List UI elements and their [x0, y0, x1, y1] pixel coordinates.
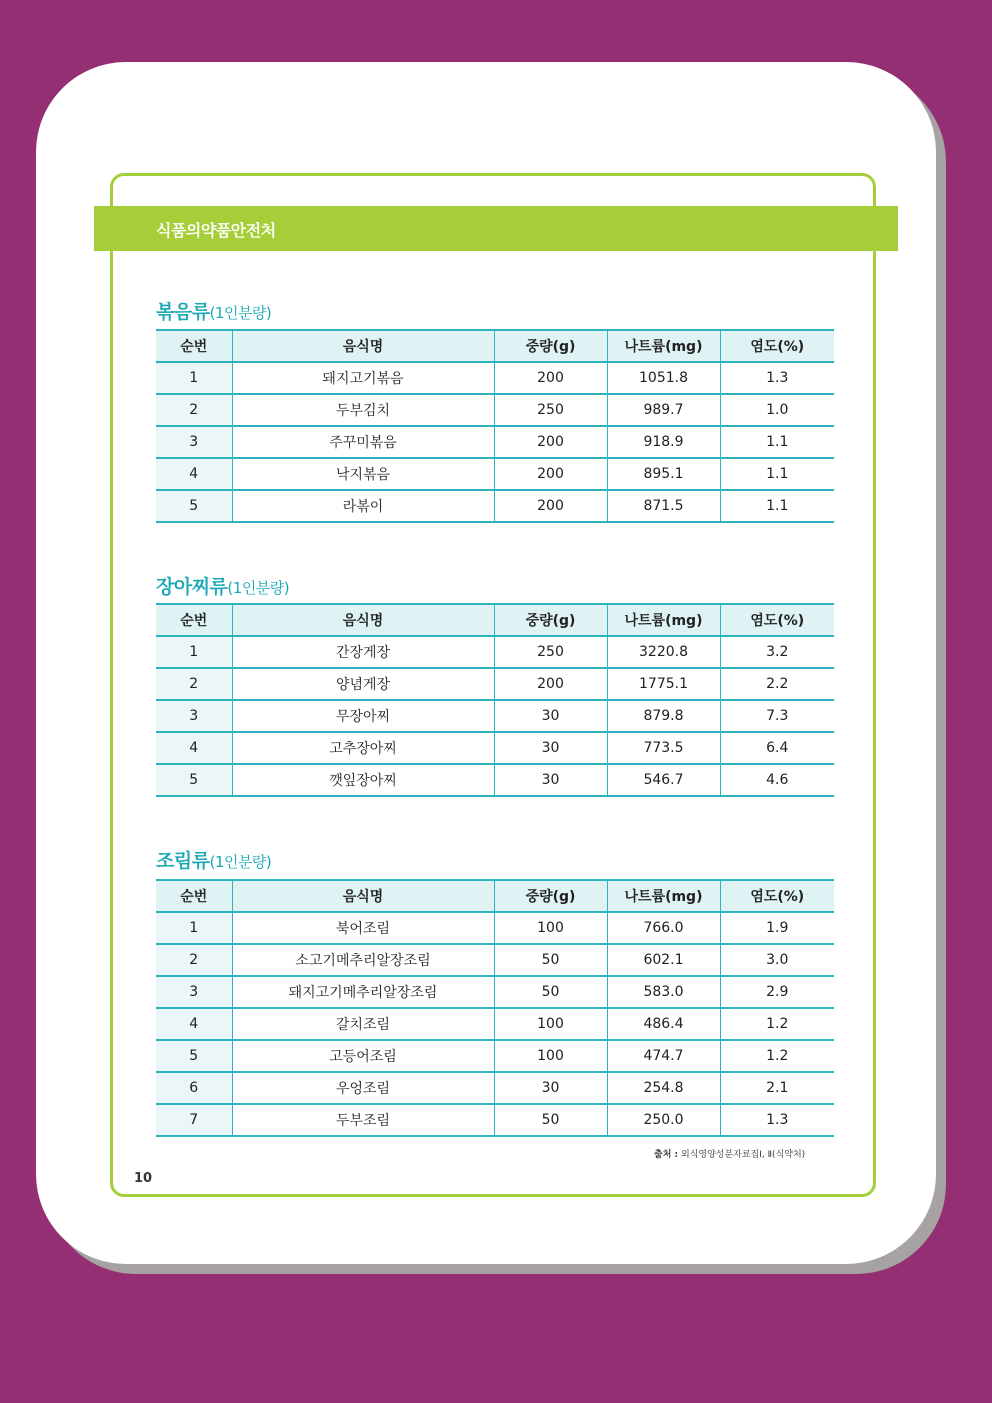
- cell-sodium: 773.5: [607, 732, 720, 764]
- col-header-rank: 순번: [156, 330, 232, 362]
- cell-rank: 5: [156, 1040, 232, 1072]
- cell-salinity: 1.3: [720, 362, 834, 394]
- source-citation: [654, 1147, 805, 1160]
- cell-salinity: 1.2: [720, 1040, 834, 1072]
- col-header-food: 음식명: [232, 604, 494, 636]
- table-header-row: [156, 880, 834, 912]
- table-row: [156, 976, 834, 1008]
- cell-salinity: 1.2: [720, 1008, 834, 1040]
- table-row: [156, 912, 834, 944]
- cell-rank: 2: [156, 668, 232, 700]
- cell-sodium: 1051.8: [607, 362, 720, 394]
- cell-sodium: 250.0: [607, 1104, 720, 1136]
- col-header-sodium: 나트륨(mg): [607, 880, 720, 912]
- cell-weight: 250: [494, 636, 607, 668]
- cell-weight: 50: [494, 944, 607, 976]
- table-row: [156, 1040, 834, 1072]
- col-header-sodium: 나트륨(mg): [607, 604, 720, 636]
- cell-rank: 3: [156, 976, 232, 1008]
- cell-weight: 50: [494, 976, 607, 1008]
- table-row: [156, 700, 834, 732]
- cell-rank: 1: [156, 636, 232, 668]
- col-header-salinity: 염도(%): [720, 880, 834, 912]
- cell-rank: 1: [156, 362, 232, 394]
- cell-weight: 30: [494, 1072, 607, 1104]
- col-header-food: 음식명: [232, 880, 494, 912]
- section-title-pickles: [156, 572, 289, 599]
- cell-food-name: 주꾸미볶음: [232, 426, 494, 458]
- agency-name: 식품의약품안전처: [156, 221, 276, 240]
- table-header-row: [156, 604, 834, 636]
- col-header-rank: 순번: [156, 880, 232, 912]
- col-header-food: 음식명: [232, 330, 494, 362]
- cell-sodium: 895.1: [607, 458, 720, 490]
- section-subtitle: (1인분량): [227, 579, 290, 597]
- cell-salinity: 1.1: [720, 426, 834, 458]
- table-row: [156, 1008, 834, 1040]
- cell-rank: 3: [156, 426, 232, 458]
- cell-rank: 1: [156, 912, 232, 944]
- table-row: [156, 764, 834, 796]
- cell-weight: 200: [494, 362, 607, 394]
- col-header-weight: 중량(g): [494, 604, 607, 636]
- table-row: [156, 732, 834, 764]
- cell-weight: 250: [494, 394, 607, 426]
- cell-weight: 30: [494, 700, 607, 732]
- source-label: 출처 :: [654, 1150, 679, 1160]
- cell-food-name: 간장게장: [232, 636, 494, 668]
- table-row: [156, 636, 834, 668]
- cell-food-name: 깻잎장아찌: [232, 764, 494, 796]
- cell-rank: 3: [156, 700, 232, 732]
- cell-rank: 7: [156, 1104, 232, 1136]
- cell-food-name: 두부김치: [232, 394, 494, 426]
- cell-sodium: 486.4: [607, 1008, 720, 1040]
- cell-sodium: 474.7: [607, 1040, 720, 1072]
- table-row: [156, 458, 834, 490]
- cell-food-name: 돼지고기볶음: [232, 362, 494, 394]
- cell-food-name: 갈치조림: [232, 1008, 494, 1040]
- cell-food-name: 고등어조림: [232, 1040, 494, 1072]
- cell-food-name: 라볶이: [232, 490, 494, 522]
- cell-salinity: 1.1: [720, 458, 834, 490]
- cell-salinity: 1.9: [720, 912, 834, 944]
- cell-sodium: 254.8: [607, 1072, 720, 1104]
- section-subtitle: (1인분량): [209, 853, 272, 871]
- section-subtitle: (1인분량): [209, 304, 272, 322]
- cell-food-name: 두부조림: [232, 1104, 494, 1136]
- col-header-weight: 중량(g): [494, 330, 607, 362]
- cell-sodium: 871.5: [607, 490, 720, 522]
- cell-sodium: 546.7: [607, 764, 720, 796]
- table-row: [156, 668, 834, 700]
- section-title-text: 장아찌류: [156, 576, 228, 598]
- cell-salinity: 1.1: [720, 490, 834, 522]
- cell-rank: 4: [156, 732, 232, 764]
- cell-sodium: 1775.1: [607, 668, 720, 700]
- cell-salinity: 2.1: [720, 1072, 834, 1104]
- cell-weight: 50: [494, 1104, 607, 1136]
- cell-weight: 200: [494, 426, 607, 458]
- cell-food-name: 고추장아찌: [232, 732, 494, 764]
- source-text: 외식영양성분자료집Ⅰ, Ⅱ(식약처): [681, 1150, 806, 1160]
- section-title-stir-fry: [156, 297, 271, 324]
- section-title-braised: [156, 846, 271, 873]
- cell-weight: 100: [494, 912, 607, 944]
- cell-sodium: 602.1: [607, 944, 720, 976]
- table-pickles: [156, 603, 834, 797]
- page-number: 10: [134, 1171, 153, 1186]
- col-header-salinity: 염도(%): [720, 604, 834, 636]
- cell-rank: 5: [156, 764, 232, 796]
- table-row: [156, 362, 834, 394]
- cell-weight: 200: [494, 458, 607, 490]
- cell-sodium: 918.9: [607, 426, 720, 458]
- cell-weight: 100: [494, 1008, 607, 1040]
- cell-food-name: 북어조림: [232, 912, 494, 944]
- cell-salinity: 3.2: [720, 636, 834, 668]
- cell-food-name: 무장아찌: [232, 700, 494, 732]
- table-row: [156, 1104, 834, 1136]
- cell-sodium: 3220.8: [607, 636, 720, 668]
- cell-salinity: 1.3: [720, 1104, 834, 1136]
- cell-weight: 200: [494, 490, 607, 522]
- table-row: [156, 1072, 834, 1104]
- cell-salinity: 2.9: [720, 976, 834, 1008]
- cell-salinity: 3.0: [720, 944, 834, 976]
- section-title-text: 조림류: [156, 850, 210, 872]
- cell-sodium: 989.7: [607, 394, 720, 426]
- cell-weight: 30: [494, 764, 607, 796]
- cell-weight: 100: [494, 1040, 607, 1072]
- cell-food-name: 소고기메추리알장조림: [232, 944, 494, 976]
- table-header-row: [156, 330, 834, 362]
- cell-salinity: 6.4: [720, 732, 834, 764]
- cell-salinity: 7.3: [720, 700, 834, 732]
- cell-rank: 6: [156, 1072, 232, 1104]
- cell-sodium: 583.0: [607, 976, 720, 1008]
- cell-rank: 4: [156, 458, 232, 490]
- col-header-weight: 중량(g): [494, 880, 607, 912]
- cell-food-name: 돼지고기메추리알장조림: [232, 976, 494, 1008]
- cell-food-name: 우엉조림: [232, 1072, 494, 1104]
- col-header-sodium: 나트륨(mg): [607, 330, 720, 362]
- cell-salinity: 2.2: [720, 668, 834, 700]
- table-stir-fry: [156, 329, 834, 523]
- table-row: [156, 944, 834, 976]
- cell-rank: 5: [156, 490, 232, 522]
- cell-salinity: 1.0: [720, 394, 834, 426]
- table-row: [156, 490, 834, 522]
- table-braised: [156, 879, 834, 1137]
- cell-sodium: 766.0: [607, 912, 720, 944]
- table-row: [156, 394, 834, 426]
- col-header-rank: 순번: [156, 604, 232, 636]
- section-title-text: 볶음류: [156, 301, 210, 323]
- cell-rank: 2: [156, 394, 232, 426]
- table-row: [156, 426, 834, 458]
- cell-weight: 30: [494, 732, 607, 764]
- cell-sodium: 879.8: [607, 700, 720, 732]
- cell-rank: 2: [156, 944, 232, 976]
- cell-salinity: 4.6: [720, 764, 834, 796]
- cell-rank: 4: [156, 1008, 232, 1040]
- cell-food-name: 양념게장: [232, 668, 494, 700]
- cell-food-name: 낙지볶음: [232, 458, 494, 490]
- col-header-salinity: 염도(%): [720, 330, 834, 362]
- cell-weight: 200: [494, 668, 607, 700]
